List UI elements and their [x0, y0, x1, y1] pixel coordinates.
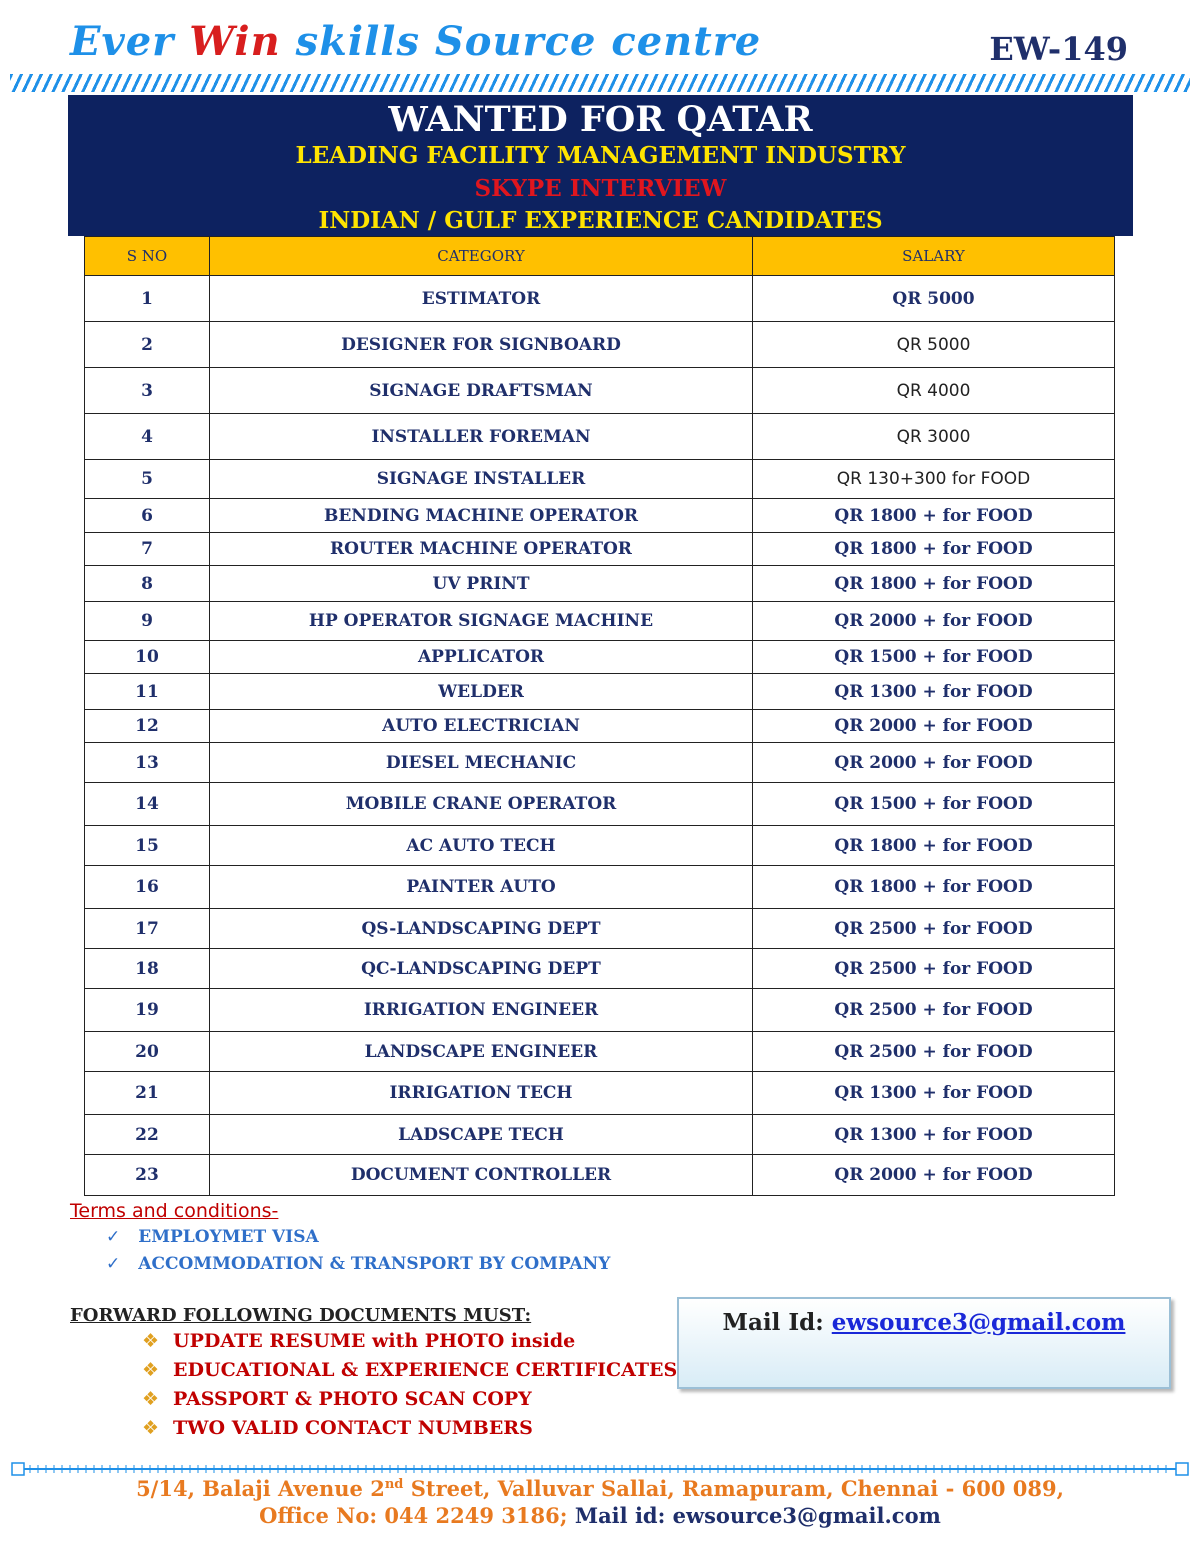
table-row: [85, 322, 1115, 368]
cell-category: WELDER: [210, 674, 753, 710]
banner-interview: SKYPE INTERVIEW: [474, 175, 727, 202]
cell-sno: 11: [85, 674, 210, 710]
cell-sno: 18: [85, 949, 210, 989]
term-item: [106, 1227, 319, 1247]
cell-sno: 6: [85, 499, 210, 533]
banner-industry: LEADING FACILITY MANAGEMENT INDUSTRY: [295, 142, 906, 169]
term-text: ACCOMMODATION & TRANSPORT BY COMPANY: [138, 1254, 611, 1274]
table-row: [85, 866, 1115, 909]
cell-sno: 9: [85, 602, 210, 641]
cell-salary: QR 1800 + for FOOD: [753, 566, 1115, 602]
cell-category: MOBILE CRANE OPERATOR: [210, 783, 753, 826]
cell-category: SIGNAGE DRAFTSMAN: [210, 368, 753, 414]
diamond-bullet-icon: ❖: [142, 1417, 160, 1439]
cell-salary: QR 2000 + for FOOD: [753, 710, 1115, 743]
mail-box: [677, 1297, 1171, 1389]
cell-salary: QR 2500 + for FOOD: [753, 909, 1115, 949]
cell-category: IRRIGATION ENGINEER: [210, 989, 753, 1032]
cell-category: AC AUTO TECH: [210, 826, 753, 866]
table-body: [85, 276, 1115, 1196]
cell-salary: QR 2000 + for FOOD: [753, 743, 1115, 783]
cell-sno: 8: [85, 566, 210, 602]
cell-salary: QR 4000: [753, 368, 1115, 414]
brand-logo: [70, 18, 761, 65]
table-row: [85, 460, 1115, 499]
reference-code: EW-149: [989, 30, 1128, 68]
footer-divider: [10, 1462, 1190, 1476]
term-text: EMPLOYMET VISA: [138, 1227, 319, 1247]
table-row: [85, 909, 1115, 949]
cell-salary: QR 1500 + for FOOD: [753, 783, 1115, 826]
cell-salary: QR 2500 + for FOOD: [753, 1032, 1115, 1072]
cell-category: IRRIGATION TECH: [210, 1072, 753, 1115]
cell-sno: 5: [85, 460, 210, 499]
cell-sno: 4: [85, 414, 210, 460]
cell-sno: 20: [85, 1032, 210, 1072]
table-row: [85, 368, 1115, 414]
cell-category: INSTALLER FOREMAN: [210, 414, 753, 460]
brand-word-win: Win: [189, 18, 281, 65]
cell-category: DESIGNER FOR SIGNBOARD: [210, 322, 753, 368]
cell-sno: 3: [85, 368, 210, 414]
brand-word-ever: Ever: [70, 18, 175, 65]
cell-category: SIGNAGE INSTALLER: [210, 460, 753, 499]
cell-salary: QR 2000 + for FOOD: [753, 602, 1115, 641]
cell-category: UV PRINT: [210, 566, 753, 602]
cell-category: APPLICATOR: [210, 641, 753, 674]
title-banner: [68, 95, 1133, 236]
cell-sno: 2: [85, 322, 210, 368]
address-part: Street, Valluvar Sallai, Ramapuram, Chennai - 600 089,: [403, 1476, 1064, 1501]
cell-salary: QR 1800 + for FOOD: [753, 866, 1115, 909]
cell-sno: 1: [85, 276, 210, 322]
table-row: [85, 533, 1115, 566]
cell-sno: 10: [85, 641, 210, 674]
cell-salary: QR 1800 + for FOOD: [753, 826, 1115, 866]
cell-salary: QR 1500 + for FOOD: [753, 641, 1115, 674]
footer-address: [0, 1476, 1200, 1501]
cell-category: BENDING MACHINE OPERATOR: [210, 499, 753, 533]
document-item: [142, 1359, 677, 1381]
cell-salary: QR 3000: [753, 414, 1115, 460]
table-row: [85, 1032, 1115, 1072]
footer-contact: [0, 1503, 1200, 1528]
brand-word-rest: skills Source centre: [295, 18, 762, 65]
document-text: EDUCATIONAL & EXPERIENCE CERTIFICATES: [173, 1359, 678, 1381]
cell-salary: QR 130+300 for FOOD: [753, 460, 1115, 499]
cell-sno: 21: [85, 1072, 210, 1115]
table-row: [85, 1115, 1115, 1155]
cell-salary: QR 5000: [753, 322, 1115, 368]
document-item: [142, 1388, 532, 1410]
cell-category: LANDSCAPE ENGINEER: [210, 1032, 753, 1072]
cell-sno: 16: [85, 866, 210, 909]
cell-salary: QR 1300 + for FOOD: [753, 1115, 1115, 1155]
cell-salary: QR 1800 + for FOOD: [753, 533, 1115, 566]
table-row: [85, 499, 1115, 533]
diamond-bullet-icon: ❖: [142, 1388, 160, 1410]
cell-category: QS-LANDSCAPING DEPT: [210, 909, 753, 949]
cell-salary: QR 1300 + for FOOD: [753, 674, 1115, 710]
header-salary: SALARY: [753, 237, 1115, 276]
documents-title: FORWARD FOLLOWING DOCUMENTS MUST:: [70, 1305, 532, 1326]
table-row: [85, 1155, 1115, 1196]
cell-category: ROUTER MACHINE OPERATOR: [210, 533, 753, 566]
banner-headline: WANTED FOR QATAR: [388, 99, 813, 140]
cell-salary: QR 5000: [753, 276, 1115, 322]
cell-category: PAINTER AUTO: [210, 866, 753, 909]
cell-sno: 12: [85, 710, 210, 743]
cell-sno: 7: [85, 533, 210, 566]
document-text: PASSPORT & PHOTO SCAN COPY: [173, 1388, 532, 1410]
term-item: [106, 1254, 610, 1274]
table-row: [85, 783, 1115, 826]
header-divider: [10, 74, 1190, 92]
cell-category: DIESEL MECHANIC: [210, 743, 753, 783]
table-row: [85, 743, 1115, 783]
cell-salary: QR 1300 + for FOOD: [753, 1072, 1115, 1115]
table-row: [85, 566, 1115, 602]
table-row: [85, 602, 1115, 641]
cell-salary: QR 2500 + for FOOD: [753, 989, 1115, 1032]
cell-category: HP OPERATOR SIGNAGE MACHINE: [210, 602, 753, 641]
cell-category: ESTIMATOR: [210, 276, 753, 322]
header-sno: S NO: [85, 237, 210, 276]
table-row: [85, 949, 1115, 989]
cell-sno: 17: [85, 909, 210, 949]
table-row: [85, 1072, 1115, 1115]
table-row: [85, 674, 1115, 710]
table-row: [85, 989, 1115, 1032]
header-category: CATEGORY: [210, 237, 753, 276]
jobs-table: [84, 236, 1115, 1196]
diamond-bullet-icon: ❖: [142, 1330, 160, 1352]
table-row: [85, 710, 1115, 743]
cell-sno: 13: [85, 743, 210, 783]
table-row: [85, 826, 1115, 866]
banner-candidates: INDIAN / GULF EXPERIENCE CANDIDATES: [318, 207, 883, 234]
address-sup: nd: [384, 1477, 404, 1492]
document-text: UPDATE RESUME with PHOTO inside: [173, 1330, 576, 1352]
address-part: 5/14, Balaji Avenue 2: [136, 1476, 385, 1501]
cell-category: AUTO ELECTRICIAN: [210, 710, 753, 743]
mail-label: Mail Id:: [722, 1309, 824, 1336]
footer-mail: Mail id: ewsource3@gmail.com: [574, 1503, 941, 1528]
cell-category: QC-LANDSCAPING DEPT: [210, 949, 753, 989]
cell-sno: 15: [85, 826, 210, 866]
mail-link[interactable]: ewsource3@gmail.com: [831, 1309, 1126, 1336]
table-row: [85, 276, 1115, 322]
cell-salary: QR 2500 + for FOOD: [753, 949, 1115, 989]
cell-category: DOCUMENT CONTROLLER: [210, 1155, 753, 1196]
check-icon: ✓: [106, 1227, 121, 1247]
cell-sno: 14: [85, 783, 210, 826]
cell-category: LADSCAPE TECH: [210, 1115, 753, 1155]
table-row: [85, 414, 1115, 460]
cell-salary: QR 1800 + for FOOD: [753, 499, 1115, 533]
office-number: Office No: 044 2249 3186;: [259, 1503, 568, 1528]
cell-sno: 22: [85, 1115, 210, 1155]
table-header-row: [85, 237, 1115, 276]
table-row: [85, 641, 1115, 674]
cell-sno: 19: [85, 989, 210, 1032]
cell-sno: 23: [85, 1155, 210, 1196]
document-item: [142, 1417, 533, 1439]
diamond-bullet-icon: ❖: [142, 1359, 160, 1381]
terms-title: Terms and conditions-: [70, 1200, 279, 1222]
document-item: [142, 1330, 575, 1352]
document-text: TWO VALID CONTACT NUMBERS: [173, 1417, 533, 1439]
cell-salary: QR 2000 + for FOOD: [753, 1155, 1115, 1196]
check-icon: ✓: [106, 1254, 121, 1274]
